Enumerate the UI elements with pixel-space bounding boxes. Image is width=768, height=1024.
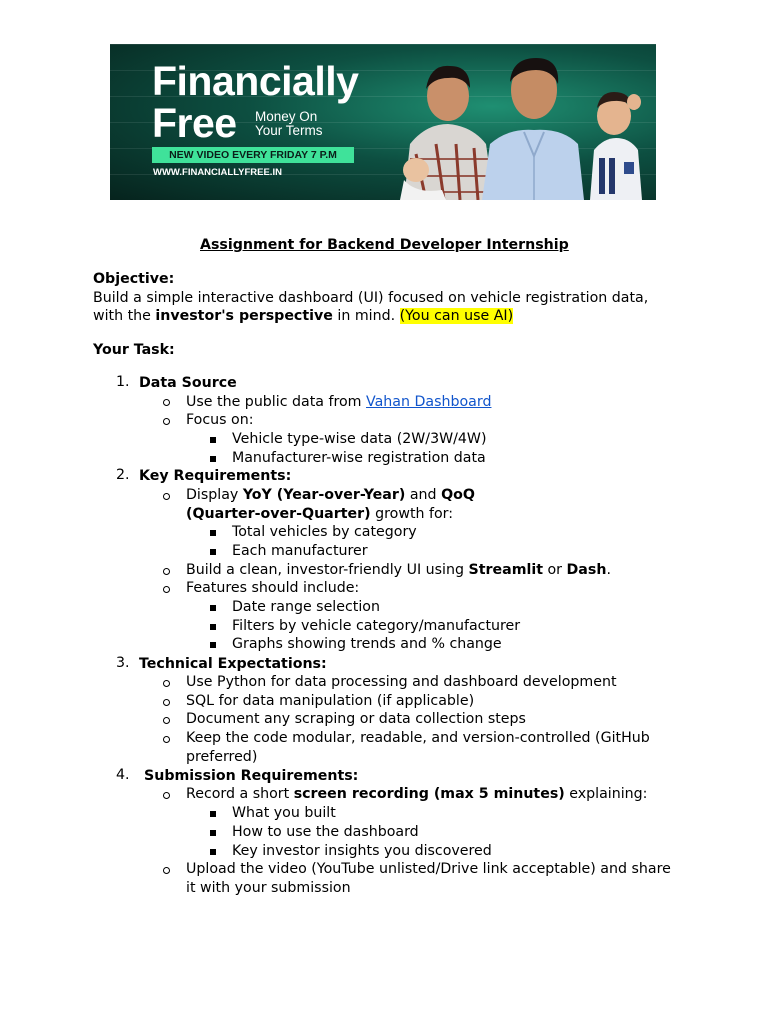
s3-bullet-1: Use Python for data processing and dashboard development (186, 674, 617, 690)
bullet-square-icon (210, 530, 216, 536)
banner-subtitle-line2: Your Terms (255, 123, 323, 138)
objective-label: Objective: (93, 271, 175, 287)
s4-bullet-2-line1: Upload the video (YouTube unlisted/Drive link acceptable) and share (186, 861, 671, 877)
s2-bullet-2-end: . (606, 562, 611, 578)
banner-title-line2: Free (152, 100, 237, 146)
bullet-circle-icon (163, 867, 170, 874)
bullet-circle-icon (163, 493, 170, 500)
section-4-heading: Submission Requirements: (144, 768, 359, 784)
bullet-circle-icon (163, 680, 170, 687)
s2-sub-2: Each manufacturer (232, 543, 368, 559)
s4-bullet-2-line2: it with your submission (186, 880, 351, 896)
bullet-square-icon (210, 849, 216, 855)
bullet-circle-icon (163, 736, 170, 743)
s4-bullet-1-post: explaining: (564, 786, 648, 802)
s2-sub-4: Filters by vehicle category/manufacturer (232, 618, 521, 634)
objective-text-pre: with the (93, 308, 156, 324)
bullet-square-icon (210, 811, 216, 817)
s2-bullet-1-mid: and (405, 487, 442, 503)
objective-text-line1: Build a simple interactive dashboard (UI) focused on vehicle registration data, (93, 290, 649, 306)
bullet-circle-icon (163, 717, 170, 724)
s1-bullet-1-text: Use the public data from (186, 394, 366, 410)
bullet-circle-icon (163, 699, 170, 706)
section-3-number: 3. (116, 655, 130, 671)
section-1-heading: Data Source (139, 375, 237, 391)
s2-bullet-1-pre: Display (186, 487, 243, 503)
s3-bullet-4-line1: Keep the code modular, readable, and version-controlled (GitHub (186, 730, 650, 746)
s2-bullet-2-mid: or (542, 562, 567, 578)
section-4-number: 4. (116, 767, 130, 783)
objective-text-line2 (93, 307, 513, 326)
investor-perspective-text: investor's perspective (155, 308, 333, 324)
section-2-heading: Key Requirements: (139, 468, 292, 484)
s2-bullet-1-line2 (186, 505, 453, 524)
bullet-square-icon (210, 642, 216, 648)
s2-bullet-2-pre: Build a clean, investor-friendly UI using (186, 562, 469, 578)
banner-url: WWW.FINANCIALLYFREE.IN (153, 167, 282, 178)
streamlit-text: Streamlit (468, 562, 543, 578)
quarter-over-quarter-text: (Quarter-over-Quarter) (186, 506, 371, 522)
bullet-square-icon (210, 549, 216, 555)
s4-sub-2: How to use the dashboard (232, 824, 419, 840)
s4-bullet-1 (186, 785, 647, 804)
section-3-heading: Technical Expectations: (139, 656, 327, 672)
bullet-circle-icon (163, 568, 170, 575)
vahan-dashboard-link[interactable]: Vahan Dashboard (366, 394, 492, 410)
s3-bullet-3: Document any scraping or data collection steps (186, 711, 526, 727)
s3-bullet-4-line2: preferred) (186, 749, 258, 765)
s2-sub-3: Date range selection (232, 599, 380, 615)
s3-bullet-2: SQL for data manipulation (if applicable) (186, 693, 475, 709)
bullet-square-icon (210, 605, 216, 611)
section-2-number: 2. (116, 467, 130, 483)
bullet-square-icon (210, 437, 216, 443)
bullet-circle-icon (163, 792, 170, 799)
s2-sub-1: Total vehicles by category (232, 524, 417, 540)
s4-bullet-1-pre: Record a short (186, 786, 294, 802)
s1-bullet-1 (186, 393, 491, 412)
use-ai-highlight: (You can use AI) (399, 308, 514, 324)
s2-bullet-3: Features should include: (186, 580, 360, 596)
s2-sub-5: Graphs showing trends and % change (232, 636, 502, 652)
banner-subtitle (255, 110, 323, 138)
bullet-circle-icon (163, 586, 170, 593)
yoy-text: YoY (Year-over-Year) (242, 487, 406, 503)
bullet-circle-icon (163, 399, 170, 406)
bullet-square-icon (210, 624, 216, 630)
your-task-label: Your Task: (93, 342, 175, 358)
dash-text: Dash (566, 562, 607, 578)
banner-people-photo (386, 44, 656, 200)
banner-subtitle-line1: Money On (255, 109, 318, 124)
s4-sub-1: What you built (232, 805, 336, 821)
s4-sub-3: Key investor insights you discovered (232, 843, 492, 859)
promo-banner (110, 44, 656, 200)
screen-recording-text: screen recording (max 5 minutes) (293, 786, 565, 802)
s2-bullet-2 (186, 561, 611, 580)
document-title: Assignment for Backend Developer Internship (200, 237, 569, 253)
s1-sub-1: Vehicle type-wise data (2W/3W/4W) (232, 431, 487, 447)
s2-bullet-1-rest: growth for: (370, 506, 454, 522)
bullet-square-icon (210, 830, 216, 836)
s2-bullet-1-line1 (186, 486, 475, 505)
qoq-text: QoQ (441, 487, 475, 503)
banner-schedule-pill: NEW VIDEO EVERY FRIDAY 7 P.M (152, 147, 354, 163)
section-1-number: 1. (116, 374, 130, 390)
banner-title-line1: Financially (152, 58, 359, 104)
bullet-square-icon (210, 456, 216, 462)
s1-sub-2: Manufacturer-wise registration data (232, 450, 486, 466)
bullet-circle-icon (163, 418, 170, 425)
s1-bullet-2: Focus on: (186, 412, 254, 428)
objective-text-mid: in mind. (332, 308, 400, 324)
